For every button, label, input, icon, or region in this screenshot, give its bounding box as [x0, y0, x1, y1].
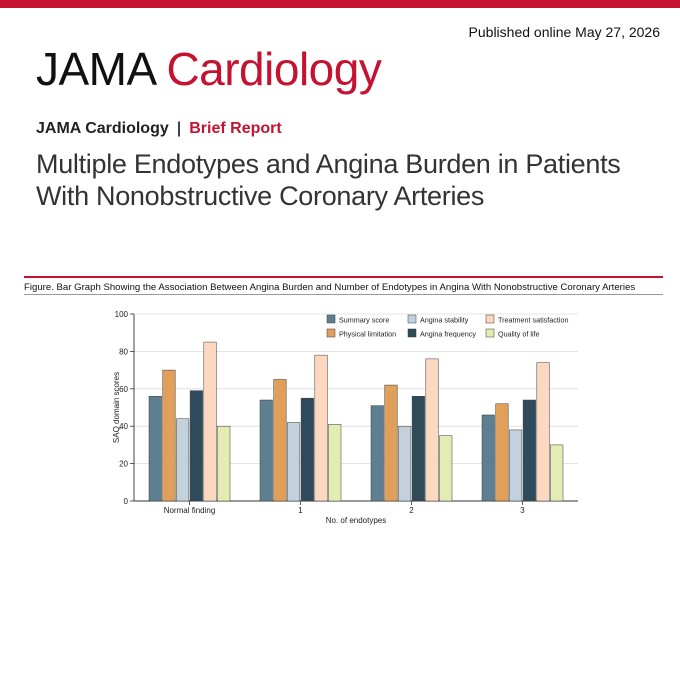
y-tick-label: 100 — [114, 310, 128, 319]
breadcrumb-article-type: Brief Report — [189, 120, 282, 137]
bar-1-1 — [274, 379, 287, 501]
legend-label: Angina frequency — [420, 329, 476, 339]
breadcrumb-separator: | — [176, 120, 182, 137]
legend-swatch — [486, 329, 494, 337]
x-tick-label: 2 — [409, 506, 414, 515]
bar-0-5 — [218, 426, 231, 501]
y-tick-label: 60 — [119, 384, 128, 394]
x-tick-label: Normal finding — [163, 506, 216, 515]
legend-swatch — [408, 329, 416, 337]
article-title: Multiple Endotypes and Angina Burden in Patients With Nonobstructive Coronary Arteries — [36, 149, 621, 211]
bar-3-4 — [537, 363, 550, 501]
legend-swatch — [408, 315, 416, 323]
publication-date: Published online May 27, 2026 — [468, 24, 660, 40]
y-tick-label: 20 — [119, 459, 128, 469]
legend-swatch — [327, 329, 335, 337]
legend-swatch — [327, 315, 335, 323]
bar-2-1 — [385, 385, 398, 501]
logo-specialty: Cardiology — [166, 43, 382, 95]
x-tick-label: 3 — [520, 506, 525, 515]
bar-3-3 — [523, 400, 536, 501]
y-tick-label: 80 — [119, 347, 128, 357]
legend-label: Angina stability — [420, 315, 469, 325]
x-axis-title: No. of endotypes — [325, 516, 387, 525]
bar-1-5 — [329, 424, 342, 501]
bar-2-5 — [440, 436, 453, 501]
bar-3-1 — [496, 404, 509, 501]
legend-label: Physical limitation — [339, 329, 397, 339]
bar-2-2 — [398, 426, 411, 501]
bar-1-0 — [260, 400, 273, 501]
bar-1-4 — [315, 355, 328, 501]
logo-journal: JAMA — [36, 43, 155, 95]
legend-swatch — [486, 315, 494, 323]
x-tick-label: 1 — [298, 506, 303, 515]
bar-0-4 — [204, 342, 217, 501]
bar-3-0 — [482, 415, 495, 501]
legend-label: Treatment satisfaction — [498, 315, 569, 325]
y-axis-title: SAQ domain scores — [112, 371, 121, 444]
y-tick-label: 40 — [119, 422, 128, 432]
bar-0-2 — [176, 419, 189, 501]
bar-2-3 — [412, 396, 425, 501]
legend-label: Quality of life — [498, 329, 540, 339]
bar-2-4 — [426, 359, 439, 501]
legend-label: Summary score — [339, 315, 390, 325]
bar-1-2 — [287, 422, 300, 501]
bar-0-0 — [149, 396, 162, 501]
bar-2-0 — [371, 406, 384, 501]
bar-3-5 — [551, 445, 564, 501]
y-tick-label: 0 — [123, 497, 128, 506]
legend — [327, 315, 568, 339]
bar-3-2 — [509, 430, 522, 501]
bar-1-3 — [301, 398, 314, 501]
bar-0-3 — [190, 391, 203, 501]
bar-0-1 — [163, 370, 176, 501]
figure-caption: Figure. Bar Graph Showing the Association Between Angina Burden and Number of Endotypes in Angina With Nonobstructive Coronary Arteries — [24, 282, 636, 293]
breadcrumb-journal: JAMA Cardiology — [36, 120, 169, 137]
